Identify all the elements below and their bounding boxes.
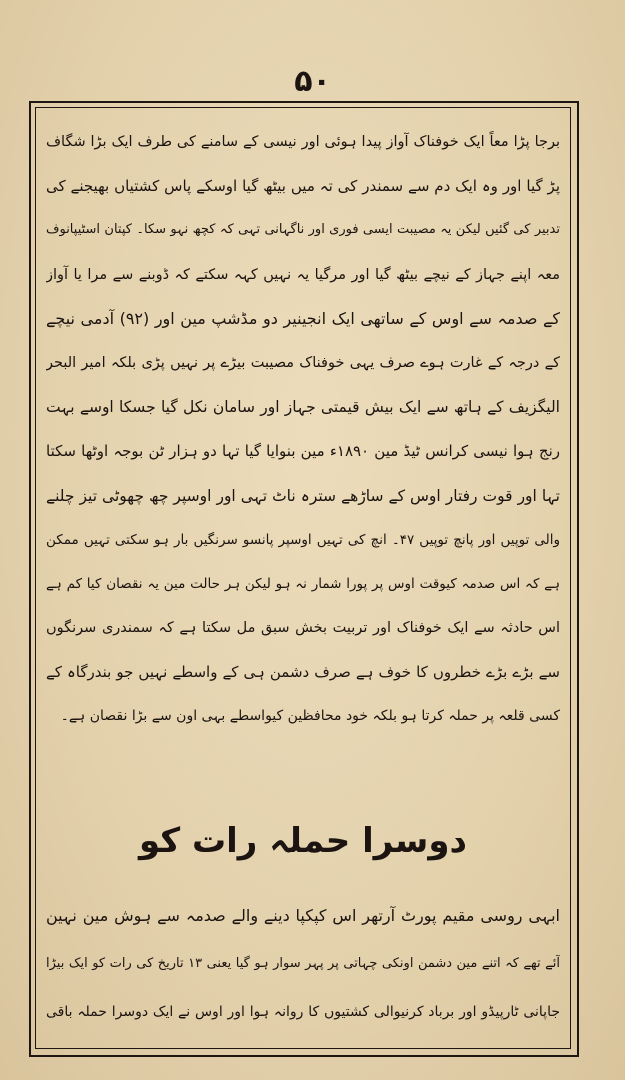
text-line: ہے کہ اس صدمہ کیوقت اوس پر پورا شمار نہ ہو لیکن ہر حالت مین یہ نقصان کیا کم ہے	[46, 575, 560, 592]
text-line: الیگزیف کے ہاتھ سے ایک بیش قیمتی جہاز اور سامان نکل گیا جسکا اوسے بہت	[46, 398, 560, 417]
text-line: برجا پڑا معاً ایک خوفناک آواز پیدا ہوئی اور نیسی کے سامنے کی طرف ایک بڑا شگاف	[46, 134, 560, 150]
text-line: والی توپیں اور پانچ توپیں ۴۷۔ انچ کی تہیں اوسپر پانسو سرنگیں بار ہو سکتی تہیں ممکن	[46, 531, 560, 548]
text-line: کے درجہ کے غارت ہوے صرف یہی خوفناک مصیبت بیڑے پر نہیں پڑی بلکہ امیر البحر	[46, 354, 560, 371]
section-heading: دوسرا حملہ رات کو	[139, 821, 467, 861]
text-line: کے صدمہ سے اوس کے ساتھی ایک انجینیر دو مڈشپ مین اور (۹۲) آدمی نیچے	[46, 308, 560, 328]
text-line: سے بڑے بڑے خطروں کا خوف ہے صرف دشمن ہی کے واسطے نہیں جو بندرگاہ کے	[46, 663, 560, 682]
text-line: اس حادثہ سے ایک خوفناک اور تربیت بخش سبق مل سکتا ہے کہ سمندری سرنگوں	[46, 620, 560, 637]
page-number: ۵۰	[294, 64, 331, 99]
text-line: جاپانی ٹارپیڈو اور برباد کرنیوالی کشتیوں کا روانہ ہوا اور اوس نے ایک دوسرا حملہ باقی	[46, 1004, 560, 1020]
text-line: رنج ہوا نیسی کرانس ٹیڈ مین ۱۸۹۰ء مین بنوایا گیا تہا دو ہزار ٹن بوجہ اوٹھا سکتا	[46, 442, 560, 461]
text-line: معہ اپنے جہاز کے نیچے بیٹھ گیا اور مرگیا یہ نہیں کہہ سکتے کہ ڈوبنے سے مرا یا آواز	[46, 266, 560, 283]
text-line: پڑ گیا اور وہ ایک دم سے سمندر کی تہ میں بیٹھ گیا اوسکے پاس کشتیاں بھیجنے کی	[46, 177, 560, 196]
text-line: کسی قلعہ پر حملہ کرتا ہو بلکہ خود محافظین کیواسطے بہی اون سے بڑا نقصان ہے۔	[60, 708, 560, 725]
text-line: ابہی روسی مقیم پورٹ آرتھر اس کپکپا دینے والے صدمہ سے ہوش مین نہین	[46, 906, 560, 925]
text-line: تدبیر کی گئیں لیکن یہ مصیبت ایسی فوری اور ناگہانی تہی کہ کچھ نہو سکا۔ کپتان اسٹیپانوف	[46, 222, 560, 238]
text-line: تہا اور قوت رفتار اوس کے ساڑھے سترہ ناٹ تہی اور اوسپر چھ چھوٹی تیز چلنے	[46, 486, 560, 505]
paragraph-1	[46, 120, 560, 739]
text-line: آئے تھے کہ اتنے مین دشمن اونکی چہاتی پر پہر سوار ہو گیا یعنی ۱۳ تاریخ کی رات کو ایک بیڑا	[46, 956, 560, 971]
paragraph-2	[46, 892, 560, 1036]
